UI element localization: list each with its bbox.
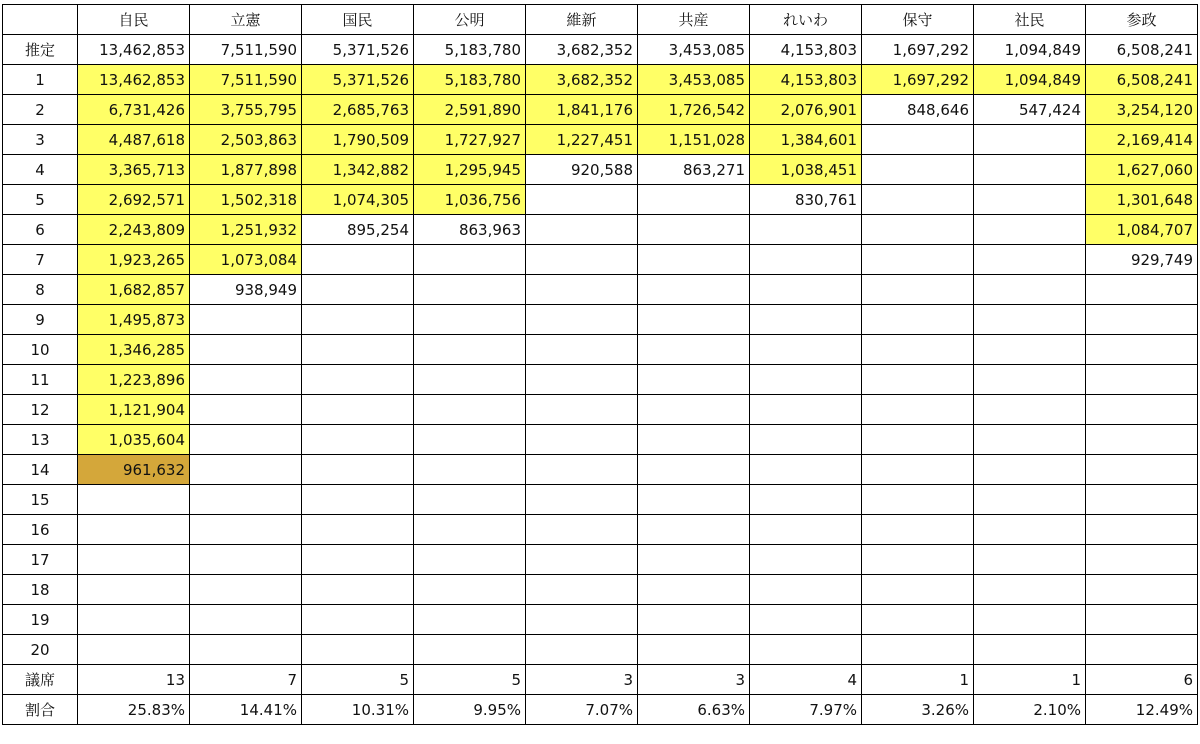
quotient-cell: 1,084,707 [1086,215,1198,245]
quotient-cell [526,395,638,425]
quotient-cell: 938,949 [190,275,302,305]
quotient-cell [526,185,638,215]
divisor-label: 12 [3,395,78,425]
divisor-label: 13 [3,425,78,455]
quotient-cell [190,605,302,635]
quotient-cell: 6,731,426 [78,95,190,125]
share-cell: 25.83% [78,695,190,725]
estimate-cell: 5,183,780 [414,35,526,65]
seats-cell: 4 [750,665,862,695]
quotient-cell [974,305,1086,335]
estimate-cell: 6,508,241 [1086,35,1198,65]
estimate-cell: 4,153,803 [750,35,862,65]
party-header: 公明 [414,5,526,35]
quotient-cell [638,425,750,455]
quotient-cell: 3,453,085 [638,65,750,95]
quotient-cell: 1,342,882 [302,155,414,185]
quotient-cell [862,365,974,395]
quotient-cell: 547,424 [974,95,1086,125]
quotient-cell: 1,727,927 [414,125,526,155]
quotient-cell [974,335,1086,365]
quotient-cell [974,215,1086,245]
quotient-cell: 929,749 [1086,245,1198,275]
quotient-cell [302,305,414,335]
quotient-cell [78,605,190,635]
quotient-cell [78,545,190,575]
quotient-cell [526,365,638,395]
quotient-cell [862,605,974,635]
quotient-cell [638,245,750,275]
divisor-row [3,395,1198,425]
quotient-cell: 13,462,853 [78,65,190,95]
table-body [3,35,1198,665]
quotient-cell [974,605,1086,635]
quotient-cell [190,305,302,335]
quotient-cell [750,365,862,395]
quotient-cell: 1,346,285 [78,335,190,365]
quotient-cell: 1,877,898 [190,155,302,185]
party-header: 立憲 [190,5,302,35]
quotient-cell [78,515,190,545]
quotient-cell: 2,685,763 [302,95,414,125]
quotient-cell [190,575,302,605]
quotient-cell [750,635,862,665]
party-header: 維新 [526,5,638,35]
quotient-cell: 1,923,265 [78,245,190,275]
quotient-cell: 3,682,352 [526,65,638,95]
quotient-cell: 1,627,060 [1086,155,1198,185]
quotient-cell [862,575,974,605]
seats-cell: 5 [414,665,526,695]
divisor-row [3,545,1198,575]
divisor-row [3,575,1198,605]
quotient-cell [974,155,1086,185]
quotient-cell: 6,508,241 [1086,65,1198,95]
share-cell: 14.41% [190,695,302,725]
divisor-row [3,455,1198,485]
quotient-cell [78,575,190,605]
quotient-cell [414,575,526,605]
quotient-cell: 863,271 [638,155,750,185]
quotient-cell [638,605,750,635]
estimate-cell: 1,094,849 [974,35,1086,65]
quotient-cell [526,485,638,515]
quotient-cell [526,455,638,485]
divisor-label: 10 [3,335,78,365]
divisor-row [3,485,1198,515]
quotient-cell: 1,726,542 [638,95,750,125]
quotient-cell [750,605,862,635]
quotient-cell: 2,243,809 [78,215,190,245]
quotient-cell [974,395,1086,425]
quotient-cell [638,575,750,605]
quotient-cell [638,515,750,545]
quotient-cell: 2,169,414 [1086,125,1198,155]
quotient-cell [862,515,974,545]
quotient-cell: 4,153,803 [750,65,862,95]
divisor-label: 20 [3,635,78,665]
quotient-cell [750,545,862,575]
divisor-label: 2 [3,95,78,125]
divisor-row [3,635,1198,665]
quotient-cell [302,365,414,395]
quotient-cell [974,455,1086,485]
quotient-cell [638,545,750,575]
quotient-cell [414,395,526,425]
quotient-cell: 1,073,084 [190,245,302,275]
quotient-cell [526,545,638,575]
share-cell: 7.07% [526,695,638,725]
seats-cell: 1 [862,665,974,695]
divisor-label: 1 [3,65,78,95]
seats-cell: 3 [638,665,750,695]
quotient-cell: 1,495,873 [78,305,190,335]
quotient-cell: 961,632 [78,455,190,485]
quotient-cell [1086,635,1198,665]
quotient-cell [1086,485,1198,515]
quotient-cell [526,305,638,335]
divisor-row [3,65,1198,95]
divisor-row [3,245,1198,275]
divisor-label: 16 [3,515,78,545]
quotient-cell [862,485,974,515]
quotient-cell [1086,365,1198,395]
quotient-cell [862,395,974,425]
seats-cell: 7 [190,665,302,695]
share-row [3,695,1198,725]
quotient-cell [414,605,526,635]
divisor-row [3,125,1198,155]
divisor-row [3,185,1198,215]
quotient-cell [638,455,750,485]
quotient-cell [862,305,974,335]
quotient-cell [638,395,750,425]
quotient-cell [526,245,638,275]
share-cell: 9.95% [414,695,526,725]
divisor-label: 11 [3,365,78,395]
quotient-cell [862,335,974,365]
divisor-row [3,275,1198,305]
quotient-cell [302,335,414,365]
quotient-cell: 1,502,318 [190,185,302,215]
quotient-cell [302,605,414,635]
quotient-cell: 2,591,890 [414,95,526,125]
quotient-cell: 1,094,849 [974,65,1086,95]
quotient-cell [974,485,1086,515]
quotient-cell [750,215,862,245]
quotient-cell [862,425,974,455]
quotient-cell [190,485,302,515]
row-label: 割合 [3,695,78,725]
divisor-label: 17 [3,545,78,575]
quotient-cell: 1,121,904 [78,395,190,425]
quotient-cell: 7,511,590 [190,65,302,95]
quotient-cell [638,485,750,515]
quotient-cell [414,425,526,455]
divisor-label: 9 [3,305,78,335]
divisor-row [3,425,1198,455]
divisor-row [3,605,1198,635]
estimate-cell: 13,462,853 [78,35,190,65]
divisor-label: 15 [3,485,78,515]
quotient-cell [526,275,638,305]
quotient-cell: 5,371,526 [302,65,414,95]
quotient-cell: 1,682,857 [78,275,190,305]
divisor-label: 8 [3,275,78,305]
quotient-cell [78,635,190,665]
quotient-cell [1086,545,1198,575]
share-cell: 2.10% [974,695,1086,725]
quotient-cell: 1,035,604 [78,425,190,455]
quotient-cell [1086,425,1198,455]
quotient-cell [1086,605,1198,635]
share-cell: 12.49% [1086,695,1198,725]
divisor-row [3,95,1198,125]
quotient-cell: 848,646 [862,95,974,125]
quotient-cell [862,155,974,185]
quotient-cell [862,125,974,155]
quotient-cell [974,515,1086,545]
quotient-cell [302,455,414,485]
quotient-cell [974,365,1086,395]
quotient-cell [78,485,190,515]
quotient-cell [750,305,862,335]
divisor-label: 3 [3,125,78,155]
quotient-cell: 1,790,509 [302,125,414,155]
quotient-cell: 895,254 [302,215,414,245]
quotient-cell: 920,588 [526,155,638,185]
share-cell: 3.26% [862,695,974,725]
quotient-cell [414,365,526,395]
quotient-cell [414,545,526,575]
seat-allocation-table [2,4,1198,725]
divisor-row [3,365,1198,395]
party-header: 参政 [1086,5,1198,35]
quotient-cell: 3,365,713 [78,155,190,185]
divisor-row [3,155,1198,185]
party-header: れいわ [750,5,862,35]
quotient-cell [526,425,638,455]
quotient-cell [974,575,1086,605]
quotient-cell [414,515,526,545]
quotient-cell: 1,251,932 [190,215,302,245]
quotient-cell [750,515,862,545]
divisor-row [3,335,1198,365]
estimate-row [3,35,1198,65]
quotient-cell [974,245,1086,275]
share-cell: 10.31% [302,695,414,725]
share-cell: 6.63% [638,695,750,725]
quotient-cell [1086,575,1198,605]
quotient-cell [862,215,974,245]
quotient-cell [750,335,862,365]
quotient-cell: 2,692,571 [78,185,190,215]
quotient-cell [526,515,638,545]
quotient-cell [414,275,526,305]
quotient-cell [638,305,750,335]
quotient-cell: 1,036,756 [414,185,526,215]
quotient-cell [302,275,414,305]
quotient-cell [190,545,302,575]
quotient-cell [1086,275,1198,305]
quotient-cell [638,335,750,365]
quotient-cell [526,335,638,365]
quotient-cell [638,275,750,305]
row-label: 推定 [3,35,78,65]
quotient-cell: 2,076,901 [750,95,862,125]
quotient-cell [414,485,526,515]
divisor-label: 4 [3,155,78,185]
divisor-label: 7 [3,245,78,275]
seats-cell: 3 [526,665,638,695]
quotient-cell [526,215,638,245]
quotient-cell [190,425,302,455]
quotient-cell: 1,038,451 [750,155,862,185]
quotient-cell [638,635,750,665]
quotient-cell [974,125,1086,155]
quotient-cell [414,335,526,365]
divisor-label: 6 [3,215,78,245]
quotient-cell [414,305,526,335]
quotient-cell [974,275,1086,305]
quotient-cell [302,575,414,605]
quotient-cell: 3,755,795 [190,95,302,125]
quotient-cell: 4,487,618 [78,125,190,155]
quotient-cell [638,215,750,245]
seats-cell: 6 [1086,665,1198,695]
quotient-cell [302,245,414,275]
divisor-label: 5 [3,185,78,215]
quotient-cell [750,425,862,455]
quotient-cell [526,605,638,635]
quotient-cell [974,185,1086,215]
seats-cell: 1 [974,665,1086,695]
quotient-cell: 2,503,863 [190,125,302,155]
quotient-cell [302,425,414,455]
quotient-cell [750,245,862,275]
quotient-cell: 1,295,945 [414,155,526,185]
quotient-cell [190,335,302,365]
quotient-cell [1086,515,1198,545]
divisor-label: 14 [3,455,78,485]
quotient-cell: 1,223,896 [78,365,190,395]
quotient-cell: 863,963 [414,215,526,245]
estimate-cell: 1,697,292 [862,35,974,65]
divisor-row [3,305,1198,335]
quotient-cell [638,185,750,215]
row-label: 議席 [3,665,78,695]
quotient-cell [1086,455,1198,485]
quotient-cell [1086,305,1198,335]
quotient-cell: 1,697,292 [862,65,974,95]
quotient-cell: 3,254,120 [1086,95,1198,125]
quotient-cell [1086,395,1198,425]
seats-cell: 13 [78,665,190,695]
quotient-cell: 1,384,601 [750,125,862,155]
seats-cell: 5 [302,665,414,695]
quotient-cell [302,395,414,425]
share-cell: 7.97% [750,695,862,725]
party-header: 社民 [974,5,1086,35]
quotient-cell [862,635,974,665]
quotient-cell [862,455,974,485]
quotient-cell: 1,841,176 [526,95,638,125]
party-header: 国民 [302,5,414,35]
quotient-cell [190,395,302,425]
header-row [3,5,1198,35]
divisor-label: 18 [3,575,78,605]
quotient-cell [750,395,862,425]
divisor-label: 19 [3,605,78,635]
quotient-cell: 1,074,305 [302,185,414,215]
quotient-cell [190,635,302,665]
quotient-cell [190,515,302,545]
seats-row [3,665,1198,695]
quotient-cell [190,455,302,485]
quotient-cell [750,575,862,605]
party-header: 保守 [862,5,974,35]
quotient-cell [862,185,974,215]
estimate-cell: 3,453,085 [638,35,750,65]
quotient-cell [526,635,638,665]
quotient-cell [302,545,414,575]
estimate-cell: 7,511,590 [190,35,302,65]
quotient-cell [862,275,974,305]
quotient-cell [750,455,862,485]
estimate-cell: 5,371,526 [302,35,414,65]
party-header: 自民 [78,5,190,35]
quotient-cell: 1,301,648 [1086,185,1198,215]
quotient-cell [1086,335,1198,365]
quotient-cell [414,245,526,275]
quotient-cell [974,635,1086,665]
quotient-cell: 1,151,028 [638,125,750,155]
estimate-cell: 3,682,352 [526,35,638,65]
quotient-cell [302,635,414,665]
quotient-cell [862,545,974,575]
quotient-cell [302,515,414,545]
quotient-cell: 5,183,780 [414,65,526,95]
quotient-cell [750,275,862,305]
quotient-cell: 1,227,451 [526,125,638,155]
corner-cell [3,5,78,35]
quotient-cell [190,365,302,395]
divisor-row [3,515,1198,545]
quotient-cell [414,455,526,485]
quotient-cell [638,365,750,395]
quotient-cell [974,545,1086,575]
party-header: 共産 [638,5,750,35]
quotient-cell [750,485,862,515]
quotient-cell [862,245,974,275]
divisor-row [3,215,1198,245]
quotient-cell: 830,761 [750,185,862,215]
quotient-cell [526,575,638,605]
quotient-cell [414,635,526,665]
quotient-cell [974,425,1086,455]
quotient-cell [302,485,414,515]
